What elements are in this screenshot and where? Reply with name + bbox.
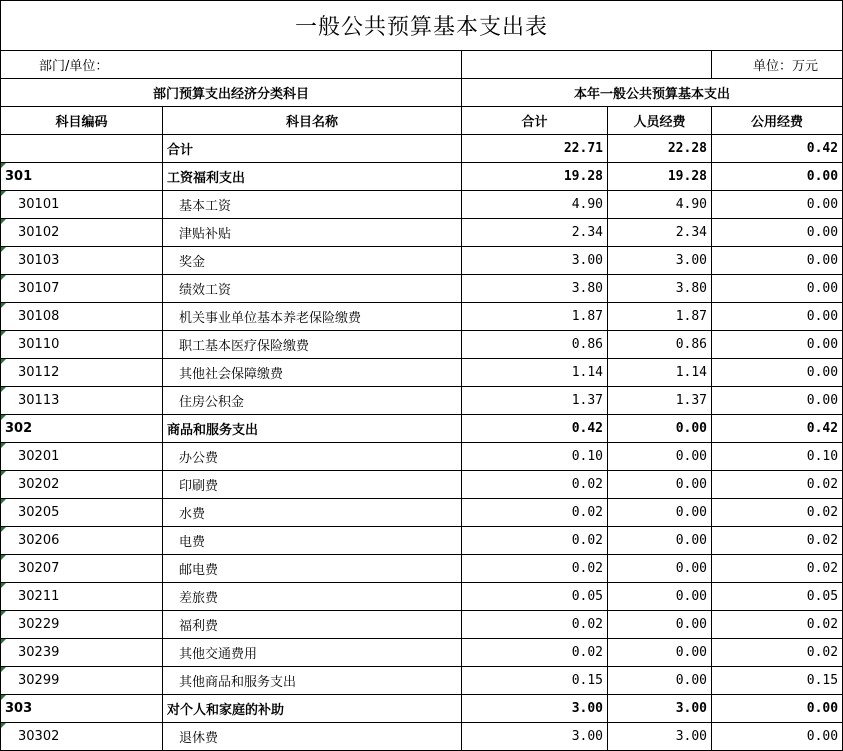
total-cell bbox=[462, 163, 608, 191]
code-cell-text: 30113 bbox=[18, 393, 60, 408]
public-cell-text: 0.02 bbox=[806, 645, 839, 660]
total-cell-text: 3.00 bbox=[571, 701, 603, 716]
total-cell-text: 0.10 bbox=[571, 449, 603, 464]
personnel-cell-text: 19.28 bbox=[667, 169, 707, 184]
public-cell-text: 0.42 bbox=[806, 141, 839, 156]
table-row bbox=[1, 247, 843, 275]
total-cell bbox=[462, 275, 608, 303]
name-cell-text: 奖金 bbox=[179, 255, 206, 270]
name-cell-text: 退休费 bbox=[179, 731, 219, 746]
name-cell-text: 绩效工资 bbox=[179, 283, 232, 298]
total-cell bbox=[462, 331, 608, 359]
code-cell-text: 30302 bbox=[18, 729, 60, 744]
total-cell-text: 1.87 bbox=[571, 309, 603, 324]
personnel-cell bbox=[608, 415, 712, 443]
personnel-cell bbox=[608, 527, 712, 555]
code-cell bbox=[1, 415, 163, 443]
name-cell-text: 电费 bbox=[179, 535, 206, 550]
public-cell-text: 0.00 bbox=[806, 309, 839, 324]
public-cell bbox=[712, 303, 843, 331]
personnel-cell bbox=[608, 583, 712, 611]
cell-marker-icon bbox=[1, 191, 6, 196]
personnel-cell-text: 22.28 bbox=[667, 141, 707, 156]
personnel-cell bbox=[608, 471, 712, 499]
public-cell bbox=[712, 471, 843, 499]
public-cell bbox=[712, 191, 843, 219]
total-cell bbox=[462, 135, 608, 163]
name-cell-text: 其他商品和服务支出 bbox=[179, 675, 297, 690]
code-cell-text: 30102 bbox=[18, 225, 60, 240]
personnel-cell-text: 0.00 bbox=[675, 449, 707, 464]
total-cell-text: 2.34 bbox=[571, 225, 603, 240]
header-basic-expenditure: 本年一般公共预算基本支出 bbox=[462, 79, 843, 107]
public-cell-text: 0.05 bbox=[806, 589, 839, 604]
public-cell bbox=[712, 611, 843, 639]
name-cell bbox=[163, 695, 462, 723]
total-cell bbox=[462, 443, 608, 471]
public-cell-text: 0.02 bbox=[806, 617, 839, 632]
cell-marker-icon bbox=[1, 667, 6, 672]
name-cell-text: 职工基本医疗保险缴费 bbox=[179, 339, 310, 354]
total-cell-text: 0.15 bbox=[571, 673, 603, 688]
name-cell bbox=[163, 611, 462, 639]
cell-marker-icon bbox=[1, 443, 6, 448]
code-cell bbox=[1, 471, 163, 499]
total-cell bbox=[462, 639, 608, 667]
code-cell bbox=[1, 527, 163, 555]
cell-marker-icon bbox=[1, 163, 6, 168]
name-cell-text: 对个人和家庭的补助 bbox=[167, 703, 285, 718]
total-cell bbox=[462, 191, 608, 219]
header-total: 合计 bbox=[462, 107, 608, 135]
code-cell bbox=[1, 695, 163, 723]
public-cell-text: 0.00 bbox=[806, 393, 839, 408]
total-cell-text: 19.28 bbox=[563, 169, 603, 184]
personnel-cell-text: 3.00 bbox=[675, 253, 707, 268]
name-cell bbox=[163, 723, 462, 751]
personnel-cell bbox=[608, 611, 712, 639]
personnel-cell-text: 0.00 bbox=[675, 589, 707, 604]
total-cell bbox=[462, 695, 608, 723]
code-cell-text: 30207 bbox=[18, 561, 60, 576]
code-cell-text: 30108 bbox=[18, 309, 60, 324]
name-cell bbox=[163, 555, 462, 583]
code-cell bbox=[1, 275, 163, 303]
public-cell-text: 0.42 bbox=[806, 421, 839, 436]
personnel-cell bbox=[608, 331, 712, 359]
personnel-cell-text: 4.90 bbox=[675, 197, 707, 212]
code-cell-text: 30103 bbox=[18, 253, 60, 268]
personnel-cell-text: 1.37 bbox=[675, 393, 707, 408]
total-cell-text: 3.80 bbox=[571, 281, 603, 296]
category-row bbox=[1, 163, 843, 191]
personnel-cell-text: 3.00 bbox=[675, 729, 707, 744]
total-cell bbox=[462, 527, 608, 555]
name-cell bbox=[163, 135, 462, 163]
total-cell-text: 3.00 bbox=[571, 729, 603, 744]
name-cell bbox=[163, 667, 462, 695]
public-cell bbox=[712, 583, 843, 611]
category-row bbox=[1, 415, 843, 443]
name-cell-text: 差旅费 bbox=[179, 591, 219, 606]
public-cell-text: 0.00 bbox=[806, 701, 839, 716]
personnel-cell bbox=[608, 303, 712, 331]
cell-marker-icon bbox=[1, 247, 6, 252]
name-cell bbox=[163, 639, 462, 667]
code-cell bbox=[1, 499, 163, 527]
personnel-cell-text: 0.00 bbox=[675, 673, 707, 688]
header-economic-classification: 部门预算支出经济分类科目 bbox=[1, 79, 462, 107]
personnel-cell-text: 0.00 bbox=[675, 645, 707, 660]
code-cell bbox=[1, 163, 163, 191]
name-cell bbox=[163, 219, 462, 247]
personnel-cell bbox=[608, 639, 712, 667]
cell-marker-icon bbox=[1, 275, 6, 280]
code-cell bbox=[1, 723, 163, 751]
total-cell-text: 0.02 bbox=[571, 617, 603, 632]
code-cell-text: 30205 bbox=[18, 505, 60, 520]
personnel-cell-text: 0.86 bbox=[675, 337, 707, 352]
name-cell-text: 工资福利支出 bbox=[167, 171, 246, 186]
total-cell-text: 0.02 bbox=[571, 645, 603, 660]
total-cell-text: 22.71 bbox=[563, 141, 603, 156]
cell-marker-icon bbox=[1, 387, 6, 392]
total-cell bbox=[462, 471, 608, 499]
total-cell-text: 0.42 bbox=[571, 421, 603, 436]
public-cell-text: 0.00 bbox=[806, 337, 839, 352]
code-cell-text: 30107 bbox=[18, 281, 60, 296]
cell-marker-icon bbox=[1, 415, 6, 420]
total-cell-text: 0.02 bbox=[571, 533, 603, 548]
personnel-cell bbox=[608, 443, 712, 471]
cell-marker-icon bbox=[1, 639, 6, 644]
total-cell bbox=[462, 387, 608, 415]
personnel-cell-text: 3.00 bbox=[675, 701, 707, 716]
cell-marker-icon bbox=[1, 555, 6, 560]
name-cell bbox=[163, 163, 462, 191]
code-cell bbox=[1, 303, 163, 331]
name-cell bbox=[163, 499, 462, 527]
name-cell-text: 办公费 bbox=[179, 451, 219, 466]
personnel-cell bbox=[608, 499, 712, 527]
name-cell bbox=[163, 331, 462, 359]
total-cell-text: 0.02 bbox=[571, 505, 603, 520]
personnel-cell-text: 0.00 bbox=[675, 617, 707, 632]
cell-marker-icon bbox=[1, 471, 6, 476]
code-cell-text: 30202 bbox=[18, 477, 60, 492]
code-cell bbox=[1, 611, 163, 639]
total-cell bbox=[462, 667, 608, 695]
public-cell-text: 0.15 bbox=[806, 673, 839, 688]
public-cell-text: 0.02 bbox=[806, 477, 839, 492]
total-cell-text: 3.00 bbox=[571, 253, 603, 268]
public-cell bbox=[712, 443, 843, 471]
cell-marker-icon bbox=[1, 695, 6, 700]
code-cell bbox=[1, 331, 163, 359]
cell-marker-icon bbox=[1, 499, 6, 504]
table-row bbox=[1, 275, 843, 303]
code-cell-text: 30110 bbox=[18, 337, 60, 352]
name-cell-text: 其他社会保障缴费 bbox=[179, 367, 284, 382]
public-cell-text: 0.02 bbox=[806, 505, 839, 520]
table-row bbox=[1, 667, 843, 695]
total-cell-text: 1.37 bbox=[571, 393, 603, 408]
public-cell-text: 0.00 bbox=[806, 365, 839, 380]
public-cell bbox=[712, 331, 843, 359]
table-row bbox=[1, 471, 843, 499]
name-cell-text: 基本工资 bbox=[179, 199, 232, 214]
public-cell-text: 0.00 bbox=[806, 225, 839, 240]
name-cell bbox=[163, 247, 462, 275]
personnel-cell-text: 0.00 bbox=[675, 561, 707, 576]
personnel-cell-text: 3.80 bbox=[675, 281, 707, 296]
total-cell bbox=[462, 583, 608, 611]
public-cell-text: 0.00 bbox=[806, 253, 839, 268]
cell-marker-icon bbox=[1, 611, 6, 616]
personnel-cell bbox=[608, 135, 712, 163]
cell-marker-icon bbox=[1, 303, 6, 308]
personnel-cell-text: 2.34 bbox=[675, 225, 707, 240]
public-cell bbox=[712, 555, 843, 583]
personnel-cell bbox=[608, 191, 712, 219]
name-cell bbox=[163, 471, 462, 499]
cell-marker-icon bbox=[1, 219, 6, 224]
table-row bbox=[1, 303, 843, 331]
personnel-cell-text: 0.00 bbox=[675, 421, 707, 436]
public-cell-text: 0.00 bbox=[806, 169, 839, 184]
code-cell-text: 30201 bbox=[18, 449, 60, 464]
name-cell bbox=[163, 359, 462, 387]
public-cell bbox=[712, 275, 843, 303]
table-row bbox=[1, 499, 843, 527]
department-value[interactable] bbox=[462, 51, 712, 79]
public-cell bbox=[712, 527, 843, 555]
code-cell-text: 302 bbox=[5, 421, 33, 436]
code-cell-text: 30211 bbox=[18, 589, 60, 604]
personnel-cell bbox=[608, 667, 712, 695]
table-row bbox=[1, 387, 843, 415]
personnel-cell-text: 1.14 bbox=[675, 365, 707, 380]
code-cell-text: 303 bbox=[5, 701, 33, 716]
name-cell-text: 商品和服务支出 bbox=[167, 423, 259, 438]
public-cell-text: 0.00 bbox=[806, 197, 839, 212]
public-cell bbox=[712, 135, 843, 163]
cell-marker-icon bbox=[1, 583, 6, 588]
name-cell-text: 邮电费 bbox=[179, 563, 219, 578]
code-cell-text: 30112 bbox=[18, 365, 60, 380]
code-cell-text: 30101 bbox=[18, 197, 60, 212]
public-cell-text: 0.02 bbox=[806, 561, 839, 576]
header-name: 科目名称 bbox=[163, 107, 462, 135]
public-cell bbox=[712, 219, 843, 247]
table-row bbox=[1, 359, 843, 387]
public-cell-text: 0.00 bbox=[806, 281, 839, 296]
code-cell bbox=[1, 191, 163, 219]
personnel-cell bbox=[608, 359, 712, 387]
public-cell bbox=[712, 695, 843, 723]
total-row bbox=[1, 135, 843, 163]
personnel-cell bbox=[608, 247, 712, 275]
personnel-cell bbox=[608, 275, 712, 303]
table-row bbox=[1, 331, 843, 359]
code-cell bbox=[1, 387, 163, 415]
department-label: 部门/单位： bbox=[1, 51, 462, 79]
table-row bbox=[1, 639, 843, 667]
public-cell bbox=[712, 163, 843, 191]
table-row bbox=[1, 583, 843, 611]
name-cell-text: 福利费 bbox=[179, 619, 219, 634]
table-title: 一般公共预算基本支出表 bbox=[1, 1, 843, 51]
name-cell bbox=[163, 415, 462, 443]
public-cell bbox=[712, 639, 843, 667]
public-cell-text: 0.02 bbox=[806, 533, 839, 548]
header-personnel: 人员经费 bbox=[608, 107, 712, 135]
code-cell bbox=[1, 555, 163, 583]
personnel-cell bbox=[608, 695, 712, 723]
header-public: 公用经费 bbox=[712, 107, 843, 135]
name-cell bbox=[163, 191, 462, 219]
personnel-cell bbox=[608, 723, 712, 751]
table-row bbox=[1, 555, 843, 583]
table-row bbox=[1, 191, 843, 219]
public-cell bbox=[712, 667, 843, 695]
name-cell bbox=[163, 275, 462, 303]
name-cell-text: 机关事业单位基本养老保险缴费 bbox=[179, 311, 362, 326]
name-cell-text: 住房公积金 bbox=[179, 395, 245, 410]
name-cell-text: 印刷费 bbox=[179, 479, 219, 494]
name-cell bbox=[163, 303, 462, 331]
table-row bbox=[1, 527, 843, 555]
personnel-cell-text: 0.00 bbox=[675, 533, 707, 548]
name-cell-text: 其他交通费用 bbox=[179, 647, 258, 662]
code-cell bbox=[1, 443, 163, 471]
public-cell bbox=[712, 359, 843, 387]
cell-marker-icon bbox=[1, 359, 6, 364]
code-cell bbox=[1, 135, 163, 163]
public-cell bbox=[712, 415, 843, 443]
personnel-cell bbox=[608, 387, 712, 415]
table-row bbox=[1, 219, 843, 247]
code-cell bbox=[1, 583, 163, 611]
name-cell bbox=[163, 583, 462, 611]
name-cell bbox=[163, 387, 462, 415]
code-cell-text: 30206 bbox=[18, 533, 60, 548]
personnel-cell bbox=[608, 163, 712, 191]
public-cell bbox=[712, 247, 843, 275]
table-row bbox=[1, 443, 843, 471]
total-cell bbox=[462, 303, 608, 331]
code-cell bbox=[1, 359, 163, 387]
total-cell bbox=[462, 219, 608, 247]
total-cell bbox=[462, 723, 608, 751]
public-cell bbox=[712, 387, 843, 415]
name-cell-text: 津贴补贴 bbox=[179, 227, 232, 242]
table-row bbox=[1, 723, 843, 751]
public-cell-text: 0.10 bbox=[806, 449, 839, 464]
total-cell-text: 0.02 bbox=[571, 477, 603, 492]
code-cell-text: 301 bbox=[5, 169, 33, 184]
cell-marker-icon bbox=[1, 527, 6, 532]
personnel-cell-text: 1.87 bbox=[675, 309, 707, 324]
personnel-cell-text: 0.00 bbox=[675, 505, 707, 520]
code-cell bbox=[1, 639, 163, 667]
code-cell bbox=[1, 219, 163, 247]
header-code: 科目编码 bbox=[1, 107, 163, 135]
code-cell-text: 30299 bbox=[18, 673, 60, 688]
table-row bbox=[1, 611, 843, 639]
total-cell-text: 4.90 bbox=[571, 197, 603, 212]
code-cell-text: 30229 bbox=[18, 617, 60, 632]
total-cell-text: 0.05 bbox=[571, 589, 603, 604]
public-cell-text: 0.00 bbox=[806, 729, 839, 744]
total-cell bbox=[462, 499, 608, 527]
code-cell bbox=[1, 247, 163, 275]
code-cell-text: 30239 bbox=[18, 645, 60, 660]
total-cell bbox=[462, 415, 608, 443]
code-cell bbox=[1, 667, 163, 695]
public-cell bbox=[712, 723, 843, 751]
total-cell-text: 0.02 bbox=[571, 561, 603, 576]
category-row bbox=[1, 695, 843, 723]
name-cell-text: 合计 bbox=[167, 143, 194, 158]
cell-marker-icon bbox=[1, 723, 6, 728]
name-cell bbox=[163, 527, 462, 555]
personnel-cell-text: 0.00 bbox=[675, 477, 707, 492]
personnel-cell bbox=[608, 555, 712, 583]
total-cell bbox=[462, 611, 608, 639]
personnel-cell bbox=[608, 219, 712, 247]
cell-marker-icon bbox=[1, 331, 6, 336]
name-cell bbox=[163, 443, 462, 471]
total-cell bbox=[462, 359, 608, 387]
total-cell-text: 0.86 bbox=[571, 337, 603, 352]
total-cell bbox=[462, 247, 608, 275]
unit-label: 单位：万元 bbox=[712, 51, 843, 79]
total-cell-text: 1.14 bbox=[571, 365, 603, 380]
name-cell-text: 水费 bbox=[179, 507, 206, 522]
total-cell bbox=[462, 555, 608, 583]
public-cell bbox=[712, 499, 843, 527]
